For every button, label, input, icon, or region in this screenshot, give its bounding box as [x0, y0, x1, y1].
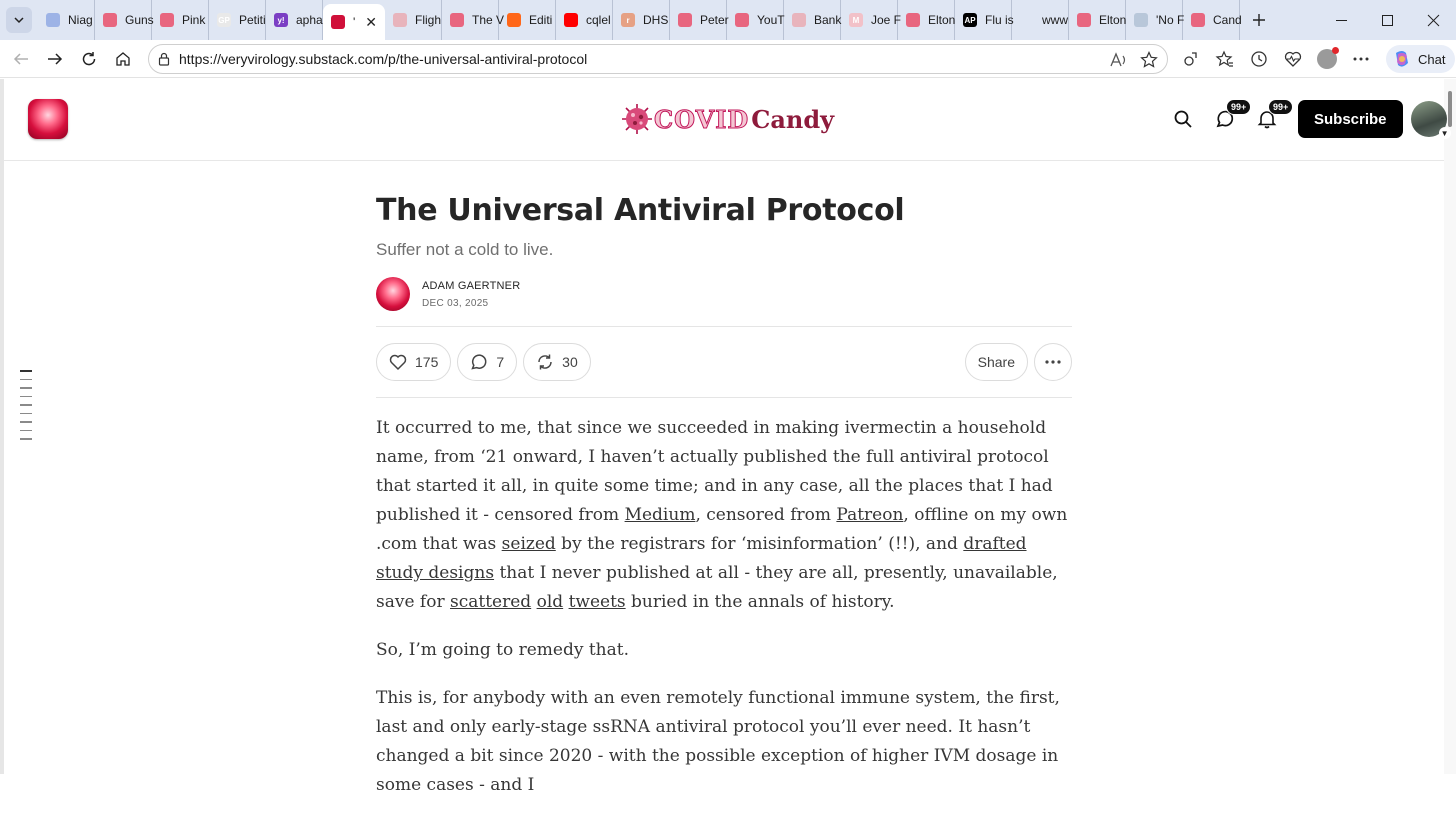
tab-label: Joe F	[871, 13, 902, 27]
toc-line[interactable]	[20, 413, 32, 415]
minimize-button[interactable]	[1318, 0, 1364, 40]
comment-button[interactable]	[457, 343, 517, 381]
tab-label: YouT	[757, 13, 785, 27]
post-title: The Universal Antiviral Protocol	[376, 193, 905, 228]
tab-label: Fligh	[415, 13, 442, 27]
history-button[interactable]	[1244, 43, 1274, 75]
post-byline	[376, 276, 1072, 312]
comment-count: 7	[496, 354, 505, 370]
toc-line[interactable]	[20, 404, 32, 406]
toc-line[interactable]	[20, 396, 32, 398]
text-run: that I never published at all - they are all, presently, unavailable, save for	[376, 563, 1058, 612]
more-options-button[interactable]	[1034, 343, 1072, 381]
ellipsis-icon	[1045, 360, 1061, 364]
tab-favicon-icon	[906, 13, 920, 27]
link-tweets[interactable]: tweets	[568, 592, 626, 612]
tab-label: Cand	[1213, 13, 1242, 27]
tab-label: Peter	[700, 13, 729, 27]
toc-line[interactable]	[20, 387, 32, 389]
tab-label: Petiti	[239, 13, 266, 27]
new-tab-button[interactable]	[1244, 5, 1274, 35]
publication-logo[interactable]	[28, 99, 68, 139]
tab-favicon-icon	[393, 13, 407, 27]
link-drafted-study-designs[interactable]: drafted study designs	[376, 534, 1027, 583]
tab[interactable]	[1126, 0, 1183, 40]
actions-divider	[376, 397, 1072, 398]
forward-button[interactable]	[38, 42, 72, 76]
toc-line[interactable]	[20, 370, 32, 372]
maximize-icon	[1382, 15, 1393, 26]
share-button[interactable]: Share	[965, 343, 1028, 381]
tab[interactable]	[613, 0, 670, 40]
chat-button[interactable]	[1204, 99, 1246, 139]
tab[interactable]	[385, 0, 442, 40]
notifications-button[interactable]	[1246, 99, 1288, 139]
site-info-icon[interactable]	[157, 52, 171, 66]
restack-button[interactable]	[523, 343, 591, 381]
tab-favicon-icon	[450, 13, 464, 27]
text-run: , censored from	[695, 505, 837, 525]
favorites-icon	[1216, 50, 1234, 68]
text-run: It occurred to me, that since we succeeded in making ivermectin a household name, from ‘21 onward, I haven’t actually published the full antiviral protocol that started it all, in quite some time; and in any case, all the places that I had published it - censored from	[376, 418, 1053, 525]
heart-pulse-icon	[1284, 50, 1302, 68]
reload-icon	[81, 51, 97, 67]
link-scattered[interactable]: scattered	[450, 592, 532, 612]
tab-favicon-icon	[792, 13, 806, 27]
maximize-button[interactable]	[1364, 0, 1410, 40]
home-icon	[115, 51, 131, 67]
tab[interactable]	[266, 0, 323, 40]
copilot-icon	[1392, 49, 1412, 69]
address-bar[interactable]	[148, 44, 1168, 74]
tab-actions-menu-button[interactable]	[6, 7, 32, 33]
url-text[interactable]: https://veryvirology.substack.com/p/the-universal-antiviral-protocol	[179, 51, 588, 67]
tab-label: Guns	[125, 13, 154, 27]
favorite-star-button[interactable]	[1137, 48, 1161, 72]
tab-favicon-icon	[507, 13, 521, 27]
post-date: DEC 03, 2025	[422, 297, 489, 309]
tab[interactable]	[841, 0, 902, 40]
ellipsis-icon	[1352, 56, 1370, 62]
tab-favicon-icon	[678, 13, 692, 27]
tab-label: 'No F	[1156, 13, 1185, 27]
tab-favicon-icon	[160, 13, 174, 27]
text-run: buried in the annals of history.	[625, 592, 895, 612]
tab-label: DHS	[643, 13, 669, 27]
tab-favicon-icon: r	[621, 13, 635, 27]
paragraph-3: This is, for anybody with an even remotely functional immune system, the first, last and only early-stage ssRNA antiviral protocol you’ll ever need. It hasn’t changed a bit since 2020 - with the possible exception of higher IVM dosage in some cases - and I	[376, 688, 1060, 795]
paragraph-1	[376, 414, 1072, 617]
like-button[interactable]	[376, 343, 451, 381]
home-button[interactable]	[106, 42, 140, 76]
settings-more-button[interactable]	[1346, 43, 1376, 75]
toc-line[interactable]	[20, 379, 32, 381]
browser-toolbar	[0, 40, 1456, 78]
header-actions	[1162, 99, 1447, 139]
tab-label: Flu is	[985, 13, 1014, 27]
chevron-down-icon	[13, 14, 25, 26]
tab-list	[38, 0, 1240, 40]
toolbar-actions	[1176, 43, 1455, 75]
tab[interactable]	[556, 0, 613, 40]
tab-label: Elton	[928, 13, 956, 27]
forward-arrow-icon	[47, 51, 63, 67]
link-medium[interactable]: Medium	[624, 505, 696, 525]
notifications-badge: 99+	[1268, 99, 1293, 115]
tab-favicon-icon: GP	[217, 13, 231, 27]
tab-label: apha	[296, 13, 323, 27]
tab[interactable]	[670, 0, 727, 40]
subscribe-button[interactable]: Subscribe	[1298, 100, 1403, 138]
like-count: 175	[415, 354, 439, 370]
toc-line[interactable]	[20, 421, 32, 423]
post-subtitle: Suffer not a cold to live.	[376, 240, 554, 259]
tab[interactable]	[955, 0, 1012, 40]
tab-favicon-icon: M	[849, 13, 863, 27]
extension-icon	[1182, 50, 1200, 68]
window-controls	[1318, 0, 1456, 40]
star-icon	[1140, 51, 1158, 69]
favorites-button[interactable]	[1210, 43, 1240, 75]
tab[interactable]	[784, 0, 841, 40]
reload-button[interactable]	[72, 42, 106, 76]
link-old[interactable]: old	[536, 592, 564, 612]
tab-label: Bank	[814, 13, 842, 27]
tab-favicon-icon	[564, 13, 578, 27]
tab-label: Elton	[1099, 13, 1127, 27]
plus-icon	[1252, 13, 1266, 27]
tab-favicon-icon	[1134, 13, 1148, 27]
search-button[interactable]	[1162, 99, 1204, 139]
user-avatar-button[interactable]	[1411, 101, 1447, 137]
close-icon	[1428, 15, 1439, 26]
read-aloud-button[interactable]	[1107, 48, 1131, 72]
history-icon	[1250, 50, 1268, 68]
tab-favicon-icon	[103, 13, 117, 27]
tab[interactable]	[727, 0, 784, 40]
author-avatar[interactable]	[376, 277, 410, 311]
wordmark-candy: Candy	[751, 104, 835, 134]
chat-badge: 99+	[1226, 99, 1251, 115]
text-run: by the registrars for ‘misinformation’ (!!), and	[555, 534, 964, 554]
tab[interactable]	[1069, 0, 1126, 40]
publication-wordmark[interactable]	[620, 99, 834, 139]
tab[interactable]	[152, 0, 209, 40]
tab-favicon-icon	[1077, 13, 1091, 27]
toc-line[interactable]	[20, 438, 32, 440]
profile-button[interactable]	[1312, 43, 1342, 75]
author-name[interactable]: ADAM GAERTNER	[422, 279, 521, 292]
table-of-contents[interactable]	[20, 370, 32, 440]
tab-favicon-icon: y!	[274, 13, 288, 27]
post-article	[376, 161, 1072, 819]
tab-label: Editi	[529, 13, 553, 27]
text-run: , offline on my own .com that was	[376, 505, 1068, 554]
virus-logo-icon	[620, 102, 654, 136]
caret-down-icon: ▼	[1439, 127, 1451, 139]
link-patreon[interactable]: Patreon	[836, 505, 904, 525]
heart-icon	[389, 353, 407, 371]
back-arrow-icon	[13, 51, 29, 67]
tab[interactable]	[1012, 0, 1069, 40]
browser-essentials-button[interactable]	[1278, 43, 1308, 75]
post-action-bar	[376, 327, 1072, 397]
tab[interactable]	[499, 0, 556, 40]
chat-label: Chat	[1418, 51, 1446, 67]
tab-favicon-icon	[735, 13, 749, 27]
tab-close-icon[interactable]: ✕	[365, 13, 378, 30]
tab-label: cqlel	[586, 13, 611, 27]
search-icon	[1173, 109, 1193, 129]
tab-label: The V	[472, 13, 505, 27]
tab-label: Niag	[68, 13, 93, 27]
copilot-chat-button[interactable]	[1386, 45, 1455, 73]
tab-strip	[0, 0, 1456, 40]
tab[interactable]	[442, 0, 505, 40]
comment-icon	[470, 353, 488, 371]
tab-favicon-icon	[331, 15, 345, 29]
wordmark-covid: COVID	[654, 104, 750, 134]
toc-line[interactable]	[20, 430, 32, 432]
restack-icon	[536, 353, 554, 371]
tab[interactable]	[898, 0, 955, 40]
tab[interactable]	[95, 0, 152, 40]
close-window-button[interactable]	[1410, 0, 1456, 40]
tab-label: www	[1042, 13, 1068, 27]
tab-favicon-icon	[46, 13, 60, 27]
minimize-icon	[1336, 15, 1347, 26]
back-button[interactable]	[4, 42, 38, 76]
link-seized[interactable]: seized	[501, 534, 556, 554]
page-scrollbar[interactable]	[1444, 79, 1456, 774]
scrollbar-thumb[interactable]	[1448, 91, 1452, 127]
tab-favicon-icon	[1020, 13, 1034, 27]
profile-avatar-icon	[1317, 49, 1337, 69]
tab-label: '	[353, 15, 356, 29]
extensions-button[interactable]	[1176, 43, 1206, 75]
tab-active[interactable]	[323, 4, 385, 40]
tab-favicon-icon: AP	[963, 13, 977, 27]
post-body	[376, 414, 1072, 800]
tab[interactable]	[1183, 0, 1240, 40]
paragraph-2: So, I’m going to remedy that.	[376, 640, 629, 660]
site-header	[4, 79, 1449, 161]
restack-count: 30	[562, 354, 578, 370]
tab[interactable]	[38, 0, 95, 40]
tab-label: Pink	[182, 13, 206, 27]
tab[interactable]	[209, 0, 266, 40]
tab-favicon-icon	[1191, 13, 1205, 27]
read-aloud-icon	[1110, 52, 1128, 68]
